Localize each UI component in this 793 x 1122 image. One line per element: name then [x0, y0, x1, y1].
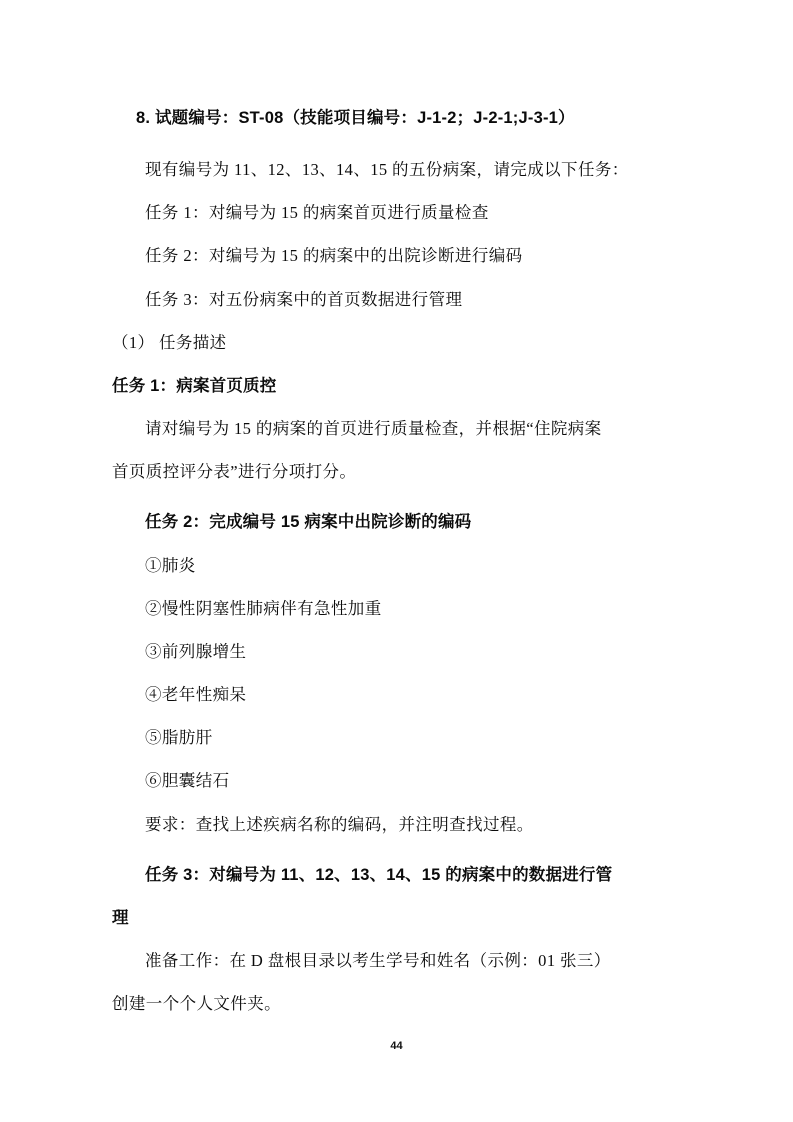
- task-overview-item-3: 任务 3：对五份病案中的首页数据进行管理: [145, 289, 463, 309]
- task2-item-2: ②慢性阴塞性肺病伴有急性加重: [145, 598, 382, 618]
- task2-item-1: ①肺炎: [145, 555, 196, 575]
- page-number: 44: [390, 1040, 403, 1052]
- task2-item-6: ⑥胆囊结石: [145, 771, 230, 791]
- task3-title-line-1: 任务 3：对编号为 11、12、13、14、15 的病案中的数据进行管: [145, 865, 613, 884]
- task2-item-3: ③前列腺增生: [145, 641, 247, 661]
- task2-title: 任务 2：完成编号 15 病案中出院诊断的编码: [145, 513, 472, 532]
- task3-title-line-2: 理: [112, 908, 129, 927]
- task2-item-5: ⑤脂肪肝: [145, 728, 213, 748]
- task1-title: 任务 1：病案首页质控: [112, 376, 277, 395]
- task-overview-item-2: 任务 2：对编号为 15 的病案中的出院诊断进行编码: [145, 246, 523, 266]
- page-title: 8. 试题编号：ST-08（技能项目编号：J-1-2；J-2-1;J-3-1）: [136, 109, 575, 127]
- intro-paragraph: 现有编号为 11、12、13、14、15 的五份病案，请完成以下任务：: [145, 160, 629, 179]
- task3-body-line-1: 准备工作：在 D 盘根目录以考生学号和姓名（示例：01 张三）: [145, 951, 611, 971]
- task2-item-4: ④老年性痴呆: [145, 685, 247, 705]
- task1-body-line-1: 请对编号为 15 的病案的首页进行质量检查，并根据“住院病案: [145, 419, 602, 439]
- task-overview-item-1: 任务 1：对编号为 15 的病案首页进行质量检查: [145, 203, 489, 223]
- task2-requirement: 要求：查找上述疾病名称的编码，并注明查找过程。: [145, 814, 534, 834]
- task3-body-line-2: 创建一个个人文件夹。: [112, 994, 281, 1014]
- document-body: [112, 104, 692, 1031]
- section-label-task-description: （1） 任务描述: [112, 332, 227, 352]
- task1-body-line-2: 首页质控评分表”进行分项打分。: [112, 462, 357, 482]
